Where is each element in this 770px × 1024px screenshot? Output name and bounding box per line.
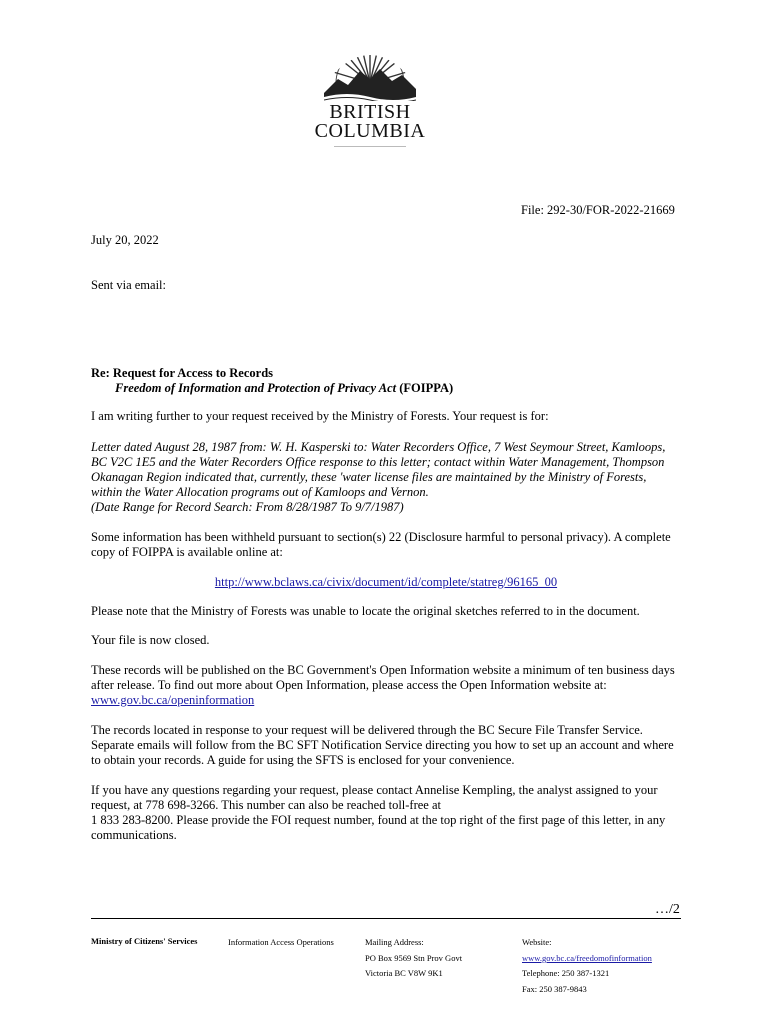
- logo-text-british: BRITISH: [329, 101, 411, 123]
- foippa-link[interactable]: http://www.bclaws.ca/civix/document/id/complete/statreg/96165_00: [214, 575, 558, 589]
- subject-act: [115, 381, 453, 396]
- quote-line: BC V2C 1E5 and the Water Recorders Office response to this letter; contact within Water Management, Thompson: [91, 455, 665, 469]
- foippa-link-wrapper: [91, 575, 681, 590]
- withheld-paragraph: Some information has been withheld pursuant to section(s) 22 (Disclosure harmful to personal privacy). A complete copy of FOIPPA is available online at:: [91, 530, 671, 559]
- publish-paragraph: [91, 663, 681, 708]
- sent-via: Sent via email:: [91, 278, 166, 292]
- footer-fax: Fax: 250 387-9843: [522, 984, 587, 994]
- questions-paragraph: [91, 783, 681, 843]
- questions-text-2: 1 833 283-8200. Please provide the FOI request number, found at the top right of the first page of this letter, in any communications.: [91, 813, 666, 842]
- request-quote: [91, 440, 681, 515]
- act-name: Freedom of Information and Protection of Privacy Act: [115, 381, 397, 395]
- sun-mountains-icon: [324, 45, 416, 101]
- sft-paragraph: The records located in response to your request will be delivered through the BC Secure File Transfer Service. Separate emails will follow from the BC SFT Notification Service directing you how to set up an account and where to obtain your records. A guide for using the SFTS is enclosed for your convenience.: [91, 723, 674, 767]
- file-number: File: 292-30/FOR-2022-21669: [521, 203, 675, 217]
- footer-mail-label: Mailing Address:: [365, 937, 424, 947]
- footer-ministry: Ministry of Citizens' Services: [91, 936, 198, 946]
- intro-paragraph: I am writing further to your request received by the Ministry of Forests. Your request is for:: [91, 409, 549, 423]
- publish-text: These records will be published on the BC Government's Open Information website a minimum of ten business days after release. To find out more about Open Information, please access the Open Information website at:: [91, 663, 675, 692]
- open-information-link[interactable]: www.gov.bc.ca/openinformation: [91, 693, 255, 707]
- footer-ops: Information Access Operations: [228, 937, 334, 947]
- closed-paragraph: Your file is now closed.: [91, 633, 210, 647]
- footer-web-link[interactable]: www.gov.bc.ca/freedomofinformation: [522, 953, 652, 963]
- sketches-paragraph: Please note that the Ministry of Forests was unable to locate the original sketches referred to in the document.: [91, 604, 640, 618]
- page-number: …/2: [655, 902, 680, 917]
- footer-divider: [91, 918, 681, 919]
- subject-line: Re: Request for Access to Records: [91, 366, 274, 380]
- quote-line: Okanagan Region indicated that, currently, these 'water license files are maintained by the Ministry of Forests,: [91, 470, 647, 484]
- footer-web-label: Website:: [522, 937, 552, 947]
- act-abbr: (FOIPPA): [396, 381, 454, 395]
- logo-text-columbia: COLUMBIA: [314, 120, 426, 142]
- quote-line: (Date Range for Record Search: From 8/28/1987 To 9/7/1987): [91, 500, 404, 514]
- footer-mail-line1: PO Box 9569 Stn Prov Govt: [365, 953, 463, 963]
- quote-line: within the Water Allocation programs out of Kamloops and Vernon.: [91, 485, 429, 499]
- footer-telephone: Telephone: 250 387-1321: [522, 968, 610, 978]
- quote-line: Letter dated August 28, 1987 from: W. H. Kasperski to: Water Recorders Office, 7 West Seymour Street, Kamloops,: [91, 440, 666, 454]
- letter-date: July 20, 2022: [91, 233, 159, 247]
- logo-divider: [334, 146, 406, 147]
- bc-logo: [310, 45, 430, 150]
- questions-text: If you have any questions regarding your request, please contact Annelise Kempling, the analyst assigned to your request, at 778 698-3266. This number can also be reached toll-free at: [91, 783, 658, 812]
- footer-mail-line2: Victoria BC V8W 9K1: [365, 968, 443, 978]
